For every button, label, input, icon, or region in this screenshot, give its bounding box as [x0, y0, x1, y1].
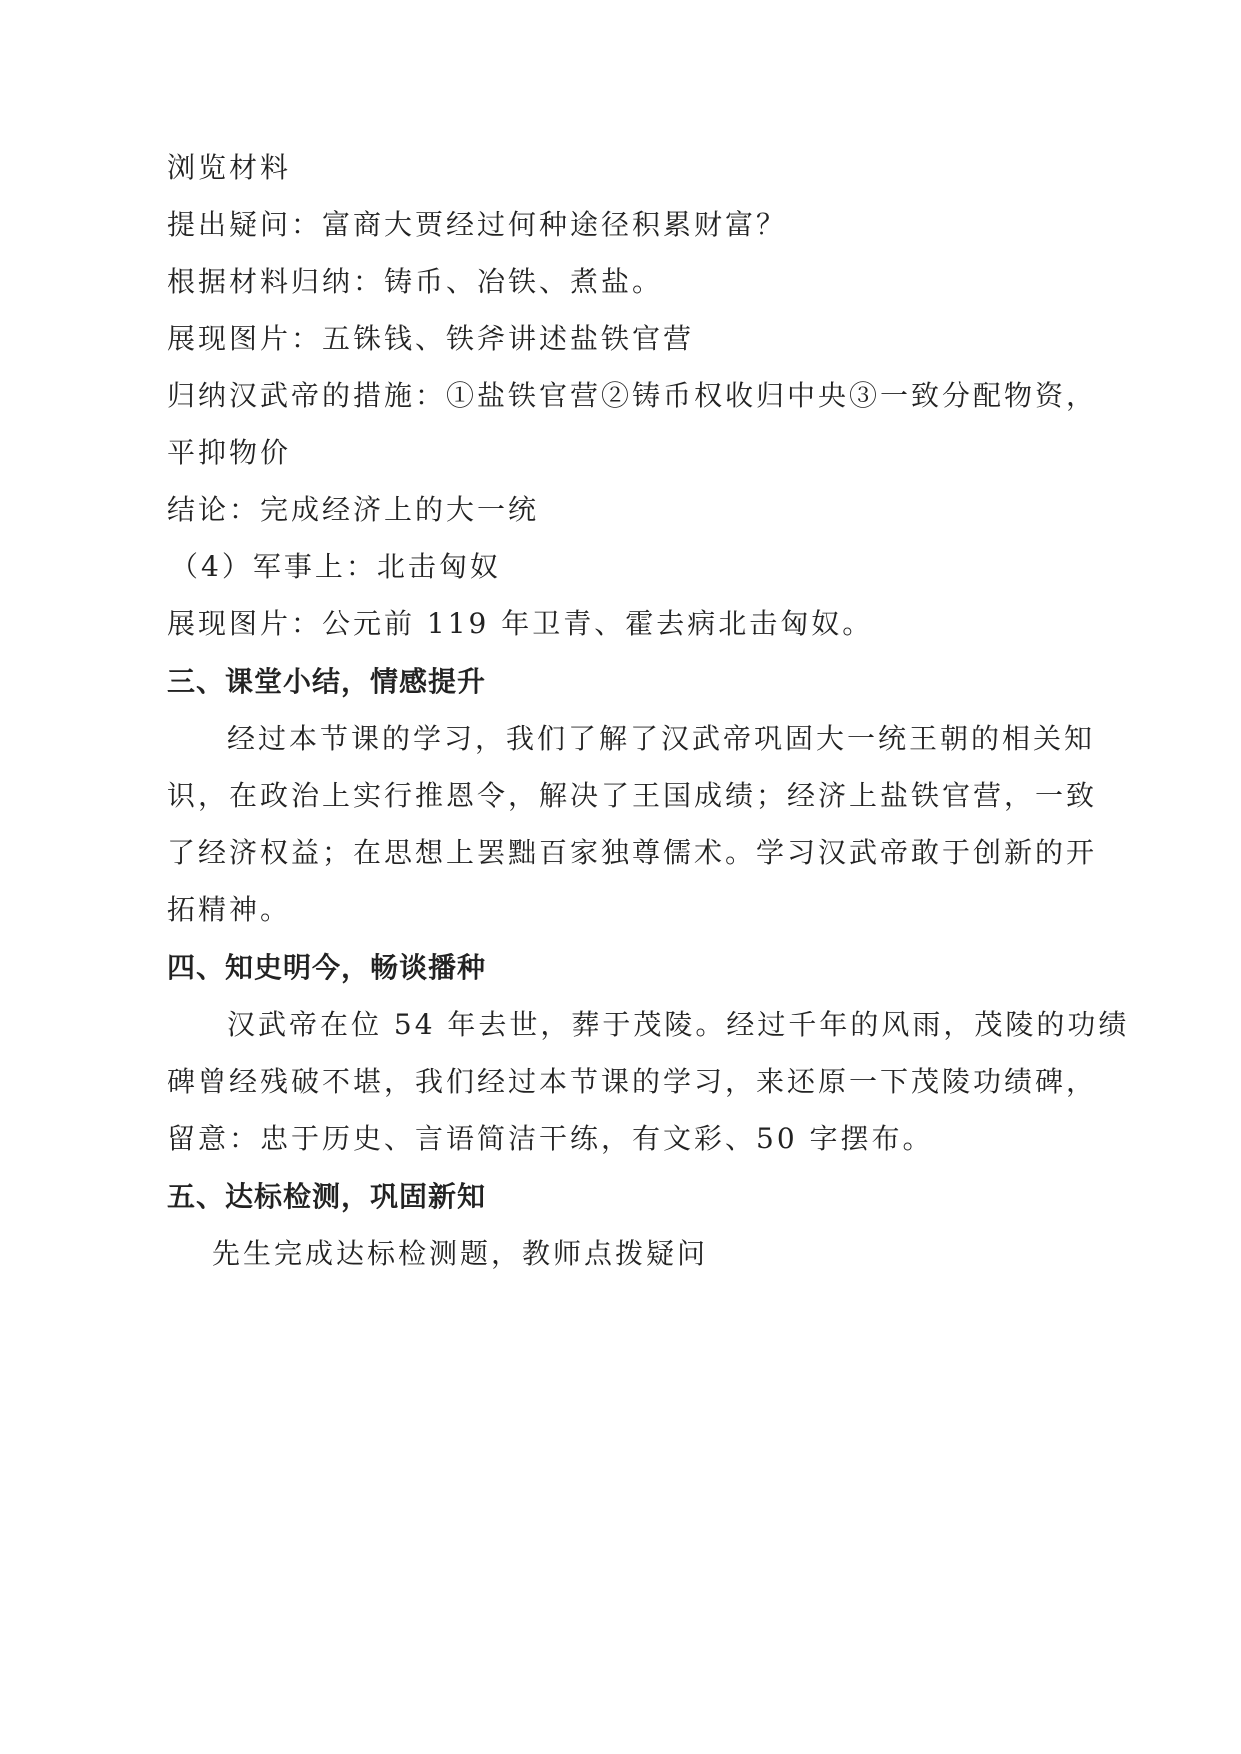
- paragraph-line: 先生完成达标检测题，教师点拨疑问: [212, 1237, 709, 1270]
- paragraph-line: 留意：忠于历史、言语简洁干练，有文彩、50 字摆布。: [167, 1122, 934, 1155]
- text-line: 结论：完成经济上的大一统: [167, 493, 540, 526]
- paragraph-line: 经过本节课的学习，我们了解了汉武帝巩固大一统王朝的相关知: [227, 722, 1096, 755]
- text-line: 提出疑问：富商大贾经过何种途径积累财富？: [167, 208, 788, 241]
- paragraph-line: 汉武帝在位 54 年去世，葬于茂陵。经过千年的风雨，茂陵的功绩: [227, 1008, 1130, 1041]
- section-heading: 四、知史明今，畅谈播种: [167, 951, 487, 984]
- text-line: 浏览材料: [167, 151, 292, 184]
- paragraph-line: 拓精神。: [167, 893, 292, 926]
- text-line: 归纳汉武帝的措施：①盐铁官营②铸币权收归中央③一致分配物资，: [167, 379, 1098, 412]
- paragraph-line: 了经济权益；在思想上罢黜百家独尊儒术。学习汉武帝敢于创新的开: [167, 836, 1098, 869]
- section-heading: 五、达标检测，巩固新知: [167, 1180, 487, 1213]
- text-line: 展现图片：五铢钱、铁斧讲述盐铁官营: [167, 322, 695, 355]
- paragraph-line: 识，在政治上实行推恩令，解决了王国成绩；经济上盐铁官营，一致: [167, 779, 1098, 812]
- section-heading: 三、课堂小结，情感提升: [167, 665, 487, 698]
- text-line: 根据材料归纳：铸币、冶铁、煮盐。: [167, 265, 664, 298]
- text-line: 平抑物价: [167, 436, 292, 469]
- text-line: 展现图片：公元前 119 年卫青、霍去病北击匈奴。: [167, 607, 874, 640]
- paragraph-line: 碑曾经残破不堪，我们经过本节课的学习，来还原一下茂陵功绩碑，: [167, 1065, 1098, 1098]
- text-line: （4）军事上：北击匈奴: [170, 550, 501, 583]
